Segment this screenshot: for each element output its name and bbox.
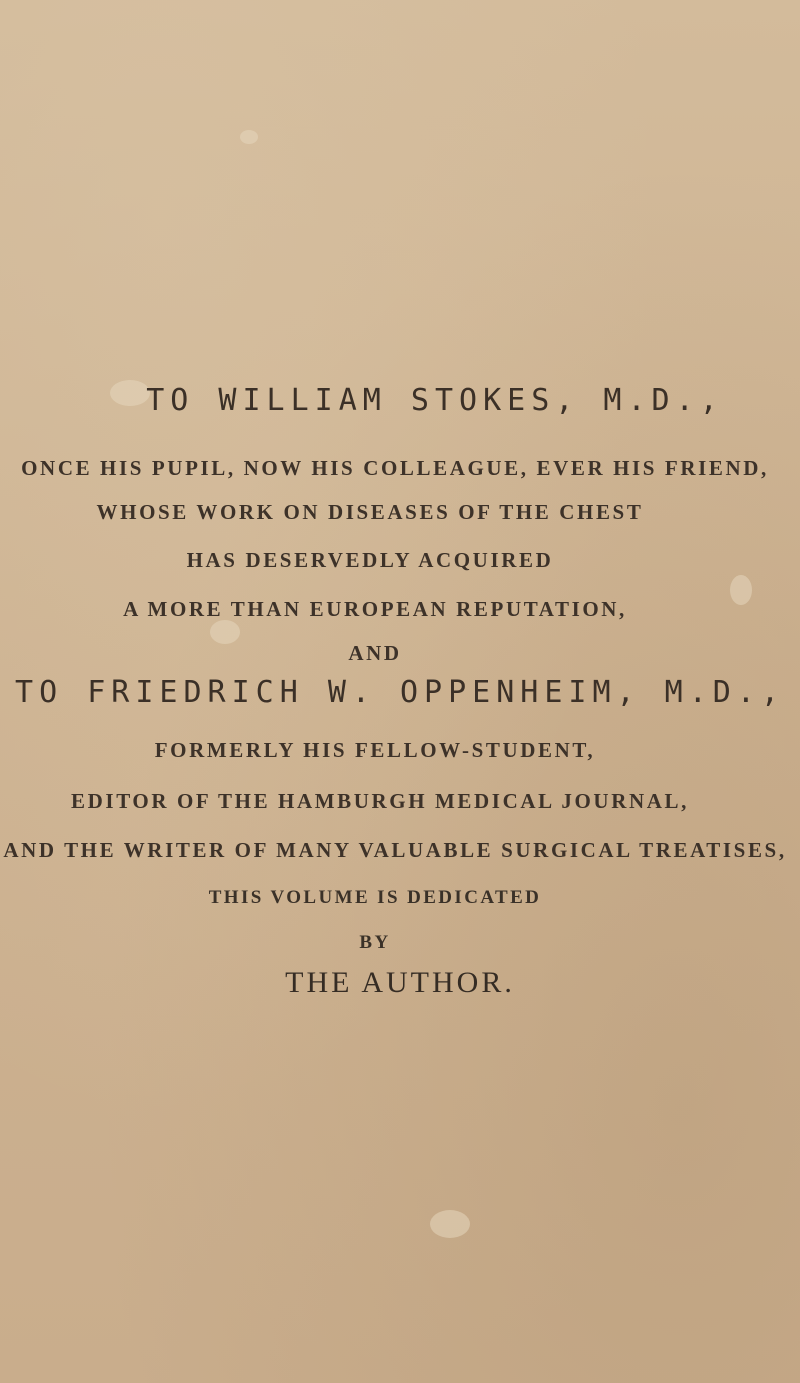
dedication-line-2: ONCE HIS PUPIL, NOW HIS COLLEAGUE, EVER HIS FRIEND, xyxy=(21,456,769,480)
paper-blemish xyxy=(430,1210,470,1238)
author-signature: THE AUTHOR. xyxy=(285,966,515,999)
paper-blemish xyxy=(240,130,258,144)
dedication-line-8: FORMERLY HIS FELLOW-STUDENT, xyxy=(154,738,596,762)
dedication-line-7: TO FRIEDRICH W. OPPENHEIM, M.D., xyxy=(15,675,785,710)
dedication-line-4: HAS DESERVEDLY ACQUIRED xyxy=(186,548,554,572)
dedication-line-10: AND THE WRITER OF MANY VALUABLE SURGICAL TREATISES, xyxy=(3,838,787,862)
dedication-line-11: THIS VOLUME IS DEDICATED xyxy=(208,887,542,908)
dedication-line-3: WHOSE WORK ON DISEASES OF THE CHEST xyxy=(96,500,644,524)
dedication-line-1: TO WILLIAM STOKES, M.D., xyxy=(146,383,724,418)
dedication-line-5: A MORE THAN EUROPEAN REPUTATION, xyxy=(123,597,627,621)
dedication-line-9: EDITOR OF THE HAMBURGH MEDICAL JOURNAL, xyxy=(71,789,689,813)
dedication-line-6: AND xyxy=(348,641,402,665)
dedication-line-12: BY xyxy=(359,932,391,953)
